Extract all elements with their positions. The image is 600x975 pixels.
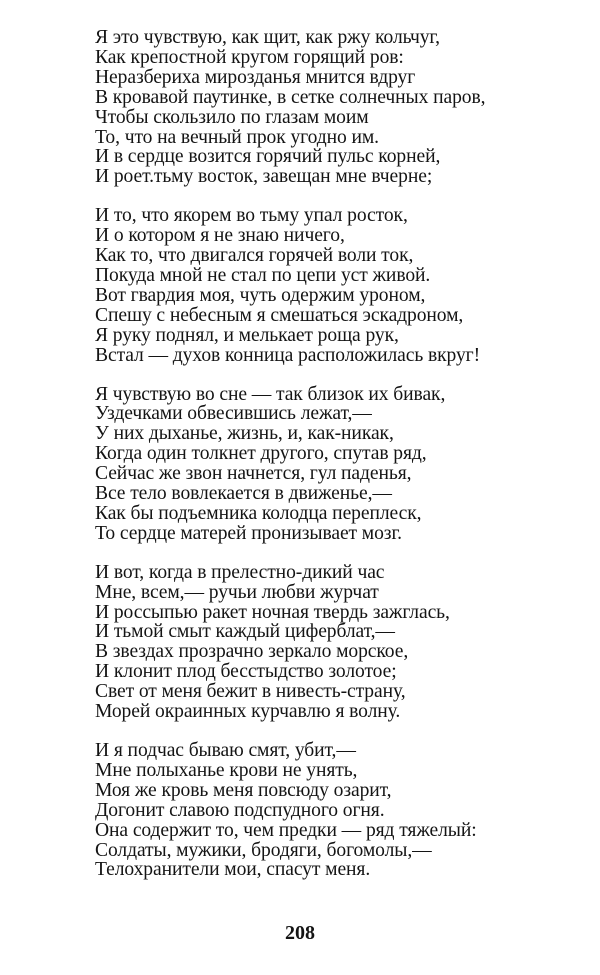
poem-line: И вот, когда в прелестно-дикий час [95, 561, 385, 583]
poem-line: Я руку поднял, и мелькает роща рук, [95, 324, 399, 346]
poem-line: И россыпью ракет ночная твердь зажглась, [95, 601, 450, 623]
poem-line: Встал — духов конница расположилась вкруг! [95, 344, 481, 366]
poem-line: Мне полыханье крови не унять, [95, 759, 358, 781]
poem-line: Мне, всем,— ручьи любви журчат [95, 581, 379, 603]
poem-line: И о котором я не знаю ничего, [95, 225, 345, 247]
poem-line: Уздечками обвесившись лежат,— [95, 403, 372, 425]
poem-line: То, что на вечный прок угодно им. [95, 126, 379, 148]
poem-line: Когда один толкнет другого, спутав ряд, [95, 443, 427, 465]
poem-line: И клонит плод бесстыдство золотое; [95, 661, 397, 683]
poem-line: И в сердце возится горячий пульс корней, [95, 146, 441, 168]
poem-line: Сейчас же звон начнется, гул паденья, [95, 463, 412, 485]
poem-line: Спешу с небесным я смешаться эскадроном, [95, 304, 464, 326]
stanza-1 [95, 28, 575, 187]
poem-line: Я это чувствую, как щит, как ржу кольчуг, [95, 27, 440, 48]
poem-line: И то, что якорем во тьму упал росток, [95, 205, 408, 227]
poem-line: У них дыханье, жизнь, и, как-никак, [95, 423, 394, 445]
stanza-5 [95, 741, 575, 880]
poem-line: В звездах прозрачно зеркало морское, [95, 641, 409, 663]
poem-line: То сердце матерей пронизывает мозг. [95, 522, 402, 544]
page-number: 208 [285, 922, 315, 944]
poem-line: И я подчас бываю смят, убит,— [95, 740, 356, 761]
poem-line: Солдаты, мужики, бродяги, богомолы,— [95, 839, 432, 861]
poem-line: Догонит славою подспудного огня. [95, 799, 385, 821]
poem-line: Моя же кровь меня повсюду озарит, [95, 779, 392, 801]
poem-line: Вот гвардия моя, чуть одержим уроном, [95, 284, 426, 306]
stanza-4 [95, 563, 575, 722]
poem-line: Телохранители мои, спасут меня. [95, 859, 371, 881]
poem-line: В кровавой паутинке, в сетке солнечных паров, [95, 86, 486, 108]
poem-line: Морей окраинных курчавлю я волну. [95, 701, 401, 723]
poem-line: Неразбериха мирозданья мнится вдруг [95, 66, 416, 88]
stanza-2 [95, 206, 575, 365]
poem-line: Как то, что двигался горячей воли ток, [95, 245, 414, 267]
poem-line: И роет.тьму восток, завещан мне вчерне; [95, 166, 433, 188]
poem-line: Как крепостной кругом горящий ров: [95, 46, 404, 68]
poem-line: Покуда мной не стал по цепи уст живой. [95, 264, 431, 286]
poem-line: Как бы подъемника колодца переплеск, [95, 502, 422, 524]
poem-line: И тьмой смыт каждый циферблат,— [95, 621, 395, 643]
poem-line: Я чувствую во сне — так близок их бивак, [95, 383, 446, 405]
poem-line: Она содержит то, чем предки — ряд тяжелый: [95, 819, 477, 841]
stanza-3 [95, 385, 575, 544]
poem-line: Свет от меня бежит в нивесть-страну, [95, 681, 406, 703]
poem-text [95, 28, 575, 899]
poem-line: Чтобы скользило по глазам моим [95, 106, 369, 128]
poem-line: Все тело вовлекается в движенье,— [95, 483, 392, 505]
